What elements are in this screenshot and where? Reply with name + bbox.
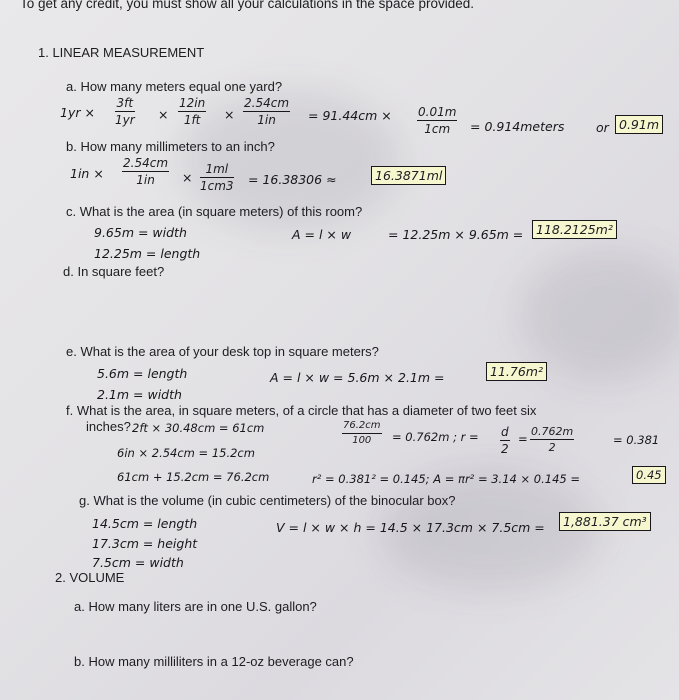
work-line: 2.1m = width [97, 387, 182, 402]
formula: A = l × w = 5.6m × 2.1m = [270, 370, 445, 385]
work-text: = [518, 432, 528, 446]
answer-box: 0.91m [615, 115, 663, 134]
fraction: $\frac{0.762m}{2}$ [531, 425, 574, 454]
work-text: = 0.914meters [470, 119, 565, 134]
question-2a: a. How many liters are in one U.S. gallon? [74, 599, 317, 614]
fraction: $\frac{2.54cm}{1in}$ [244, 96, 290, 127]
question-c: c. What is the area (in square meters) of this room? [66, 204, 363, 219]
fraction: $\frac{d}{2}$ [500, 425, 509, 456]
work-text: = 91.44cm × [308, 108, 392, 123]
fraction: $\frac{2.54cm}{1in}$ [123, 156, 169, 187]
work-line: 12.25m = length [94, 246, 201, 261]
work-text: = 0.381 [613, 433, 660, 447]
formula: V = l × w × h = 14.5 × 17.3cm × 7.5cm = [276, 520, 545, 535]
work-text: = 12.25m × 9.65m = [388, 227, 524, 242]
work-text: = 16.38306 ≈ [248, 172, 337, 187]
question-f: f. What is the area, in square meters, of a circle that has a diameter of two feet six [66, 403, 537, 418]
work-line: 14.5cm = length [92, 516, 198, 531]
question-e: e. What is the area of your desk top in square meters? [66, 344, 379, 359]
answer-box: 1,881.37 cm³ [559, 512, 651, 531]
formula: A = l × w [292, 227, 352, 242]
fraction: $\frac{0.01m}{1cm}$ [418, 105, 457, 136]
question-f-cont: inches? [86, 419, 131, 434]
work-line: 5.6m = length [97, 366, 188, 381]
answer-box: 0.45 [632, 466, 666, 484]
work-line: 6in × 2.54cm = 15.2cm [117, 446, 255, 460]
question-g: g. What is the volume (in cubic centimeters) of the binocular box? [79, 493, 456, 508]
question-d: d. In square feet? [63, 264, 165, 279]
question-b: b. How many millimeters to an inch? [66, 139, 275, 154]
work-line: 2ft × 30.48cm = 61cm [132, 421, 265, 435]
work-line: r² = 0.381² = 0.145; A = πr² = 3.14 × 0.145 = [312, 472, 581, 486]
fraction: $\frac{3ft}{1yr}$ [115, 96, 135, 127]
fraction: $\frac{1ml}{1cm3}$ [200, 162, 234, 193]
times-sign: × [224, 107, 235, 122]
answer-box: 11.76m² [486, 362, 547, 381]
times-sign: × [158, 107, 169, 122]
fraction: $\frac{12in}{1ft}$ [179, 96, 206, 127]
fraction: $\frac{76.2cm}{100}$ [343, 420, 381, 446]
work-lead: 1yr × [60, 105, 95, 120]
work-lead: 1in × [70, 166, 104, 181]
work-line: 17.3cm = height [92, 536, 198, 551]
work-text: = 0.762m ; r = [392, 430, 479, 444]
work-line: 7.5cm = width [92, 555, 184, 570]
work-line: 61cm + 15.2cm = 76.2cm [117, 470, 270, 484]
answer-box: 16.3871ml [371, 166, 446, 185]
answer-box: 118.2125m² [532, 220, 617, 239]
question-a: a. How many meters equal one yard? [66, 79, 283, 94]
section-title: 1. LINEAR MEASUREMENT [38, 45, 205, 60]
section-title: 2. VOLUME [55, 570, 125, 585]
work-text: or [596, 120, 609, 135]
paper-shadow [520, 250, 679, 380]
times-sign: × [182, 170, 193, 185]
instructions-header: To get any credit, you must show all your calculations in the space provided. [20, 0, 474, 11]
question-2b: b. How many milliliters in a 12-oz beverage can? [74, 654, 354, 669]
work-line: 9.65m = width [94, 225, 187, 240]
